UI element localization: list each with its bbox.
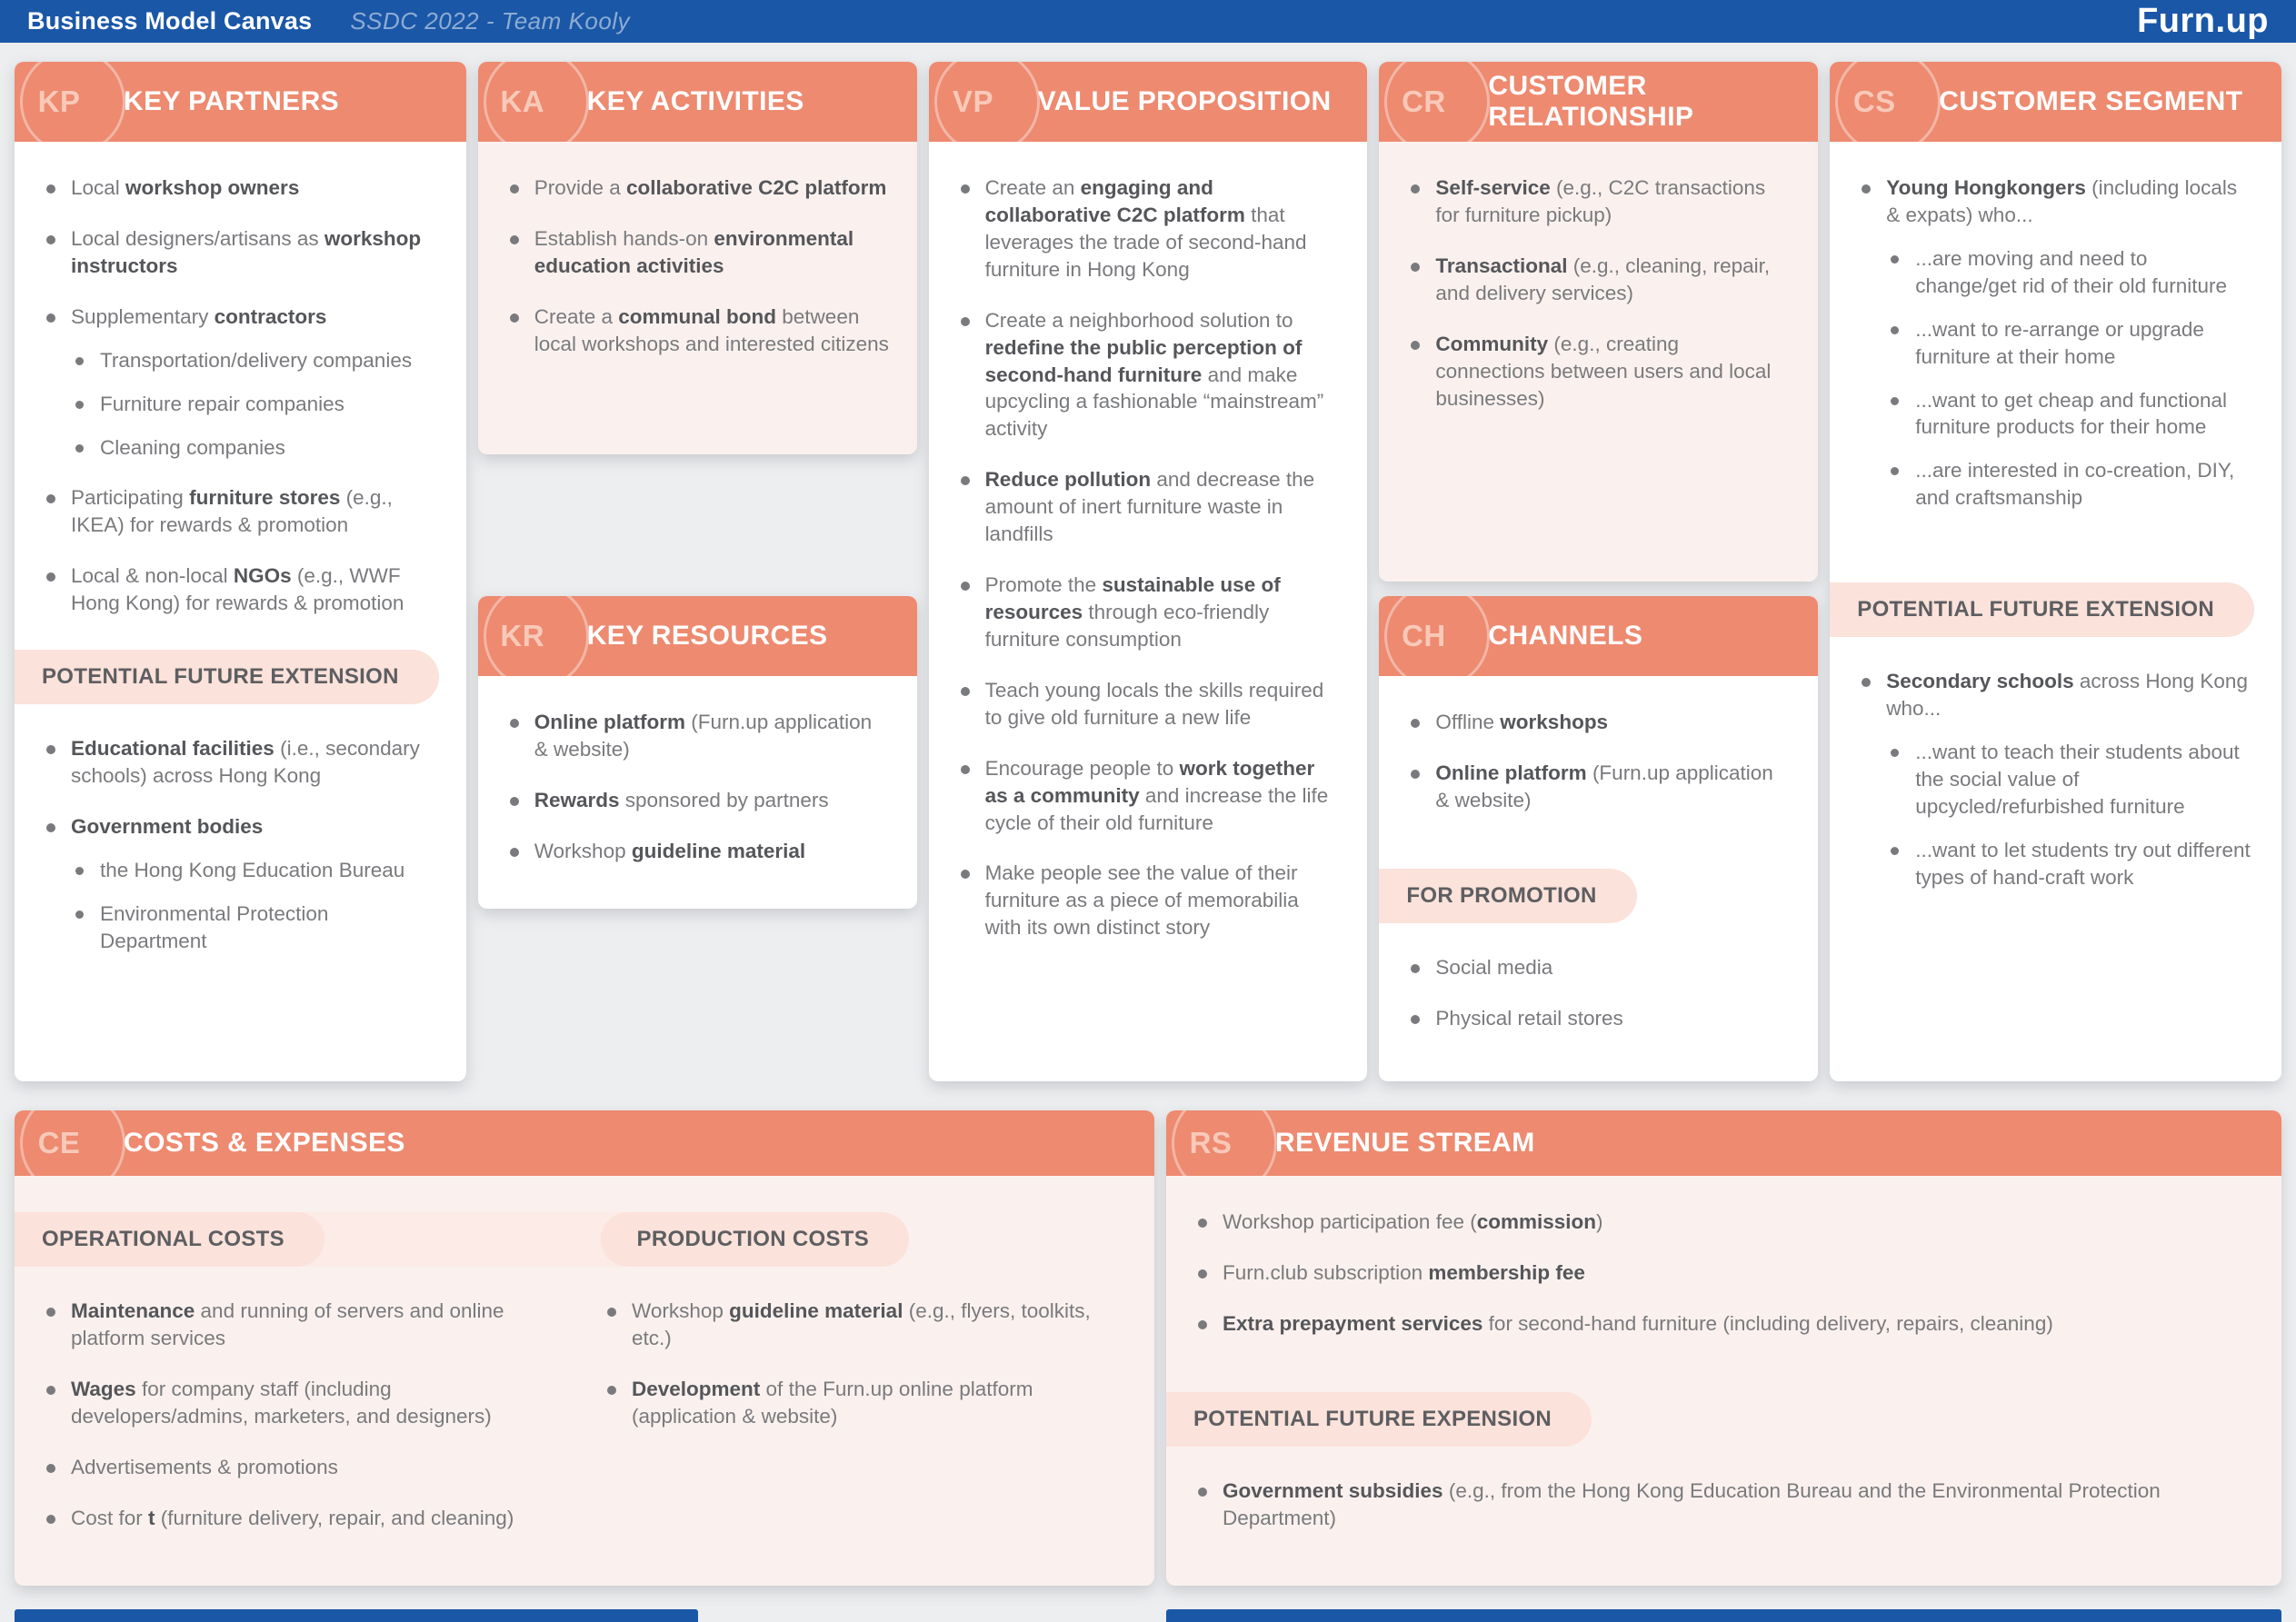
list-item: Workshop guideline material (e.g., flyers, toolkits, etc.) [603, 1298, 1127, 1352]
column-customer-relationship [1379, 62, 1818, 1081]
canvas-bottom-grid [15, 1110, 2281, 1586]
list-item: Secondary schools across Hong Kong who... ...want to teach their students about the social value of upcycled/refurbished furniture ...want to let students try out different types of hand-craft work [1857, 668, 2254, 891]
key-partners-header [15, 62, 466, 142]
customer-segment-body [1830, 142, 2281, 1081]
bullet-list [1857, 174, 2254, 512]
bullet-list [1406, 174, 1791, 412]
key-partners-body [15, 142, 466, 1081]
section-code-badge: CS [1852, 85, 1896, 118]
sub-bullet-list [1886, 739, 2254, 891]
section-code-badge: VP [953, 85, 994, 118]
channels-header [1379, 596, 1818, 676]
list-item: Self-service (e.g., C2C transactions for furniture pickup) [1406, 174, 1791, 229]
list-subitem: ...want to get cheap and functional furniture products for their home [1886, 387, 2254, 442]
list-item: Establish hands-on environmental education activities [505, 225, 890, 280]
bullet-list [1406, 954, 1791, 1032]
section-code-badge: KR [500, 619, 545, 652]
list-item: Educational facilities (i.e., secondary schools) across Hong Kong [42, 735, 439, 790]
customer-segment-card [1830, 62, 2281, 1081]
bullet-list [42, 735, 439, 955]
list-subitem: Transportation/delivery companies [71, 347, 439, 374]
key-activities-body [478, 142, 917, 454]
section-code-badge: RS [1189, 1126, 1233, 1159]
bullet-list [42, 1298, 566, 1556]
section-code-badge: CE [37, 1126, 81, 1159]
list-item: Teach young locals the skills required to give old furniture a new life [956, 677, 1341, 731]
list-subitem: ...want to teach their students about the social value of upcycled/refurbished furniture [1886, 739, 2254, 821]
list-item: Wages for company staff (including developers/admins, marketers, and designers) [42, 1376, 566, 1430]
list-item: Extra prepayment services for second-hand furniture (including delivery, repairs, cleaning) [1193, 1310, 2254, 1338]
list-item: Development of the Furn.up online platform (application & website) [603, 1376, 1127, 1430]
list-item: Transactional (e.g., cleaning, repair, and delivery services) [1406, 253, 1791, 307]
section-code-badge: CH [1402, 619, 1446, 652]
sub-bullet-list [71, 347, 439, 462]
channels-card [1379, 596, 1818, 1081]
costs-expenses-body [15, 1176, 1154, 1586]
value-proposition-header [929, 62, 1368, 142]
list-item: Furn.club subscription membership fee [1193, 1259, 2254, 1287]
costs-columns [42, 1298, 1127, 1556]
costs-expenses-header [15, 1110, 1154, 1176]
list-item: Government subsidies (e.g., from the Hong Kong Education Bureau and the Environmental Protection Department) [1193, 1478, 2254, 1532]
key-activities-card [478, 62, 917, 454]
list-item: Local designers/artisans as workshop instructors [42, 225, 439, 280]
customer-relationship-card [1379, 62, 1818, 582]
list-item: Create an engaging and collaborative C2C platform that leverages the trade of second-hand furniture in Hong Kong [956, 174, 1341, 284]
column-customer-segment [1830, 62, 2281, 1081]
key-partners-card [15, 62, 466, 1081]
customer-relationship-body [1379, 142, 1818, 582]
bullet-list [1193, 1478, 2254, 1532]
section-code-badge: KP [37, 85, 81, 118]
list-item: Online platform (Furn.up application & website) [1406, 760, 1791, 814]
revenue-stream-card [1166, 1110, 2281, 1586]
bottom-blue-strip-right [1166, 1609, 2281, 1622]
costs-expenses-card [15, 1110, 1154, 1586]
list-subitem: ...are moving and need to change/get rid of their old furniture [1886, 245, 2254, 300]
column-value-proposition [929, 62, 1368, 1081]
future-expension-label: POTENTIAL FUTURE EXPENSION [1166, 1392, 1592, 1447]
bullet-list [956, 174, 1341, 941]
list-item: Participating furniture stores (e.g., IKEA) for rewards & promotion [42, 484, 439, 539]
page-title: Business Model Canvas [27, 7, 313, 35]
key-resources-header [478, 596, 917, 676]
section-title: KEY PARTNERS [124, 86, 340, 117]
bullet-list [505, 174, 890, 358]
list-item: Social media [1406, 954, 1791, 981]
value-proposition-card [929, 62, 1368, 1081]
section-code-badge: CR [1402, 85, 1446, 118]
section-code-badge: KA [500, 85, 545, 118]
customer-relationship-header [1379, 62, 1818, 142]
future-extension-label: POTENTIAL FUTURE EXTENSION [15, 650, 439, 704]
brand-logo: Furn.up [2137, 2, 2269, 40]
list-item: Reduce pollution and decrease the amount of inert furniture waste in landfills [956, 466, 1341, 548]
customer-segment-header [1830, 62, 2281, 142]
key-activities-header [478, 62, 917, 142]
list-item: Maintenance and running of servers and online platform services [42, 1298, 566, 1352]
bullet-list [603, 1298, 1127, 1556]
list-item: Advertisements & promotions [42, 1454, 566, 1481]
production-costs-label: PRODUCTION COSTS [601, 1212, 909, 1267]
future-extension-label: POTENTIAL FUTURE EXTENSION [1830, 582, 2254, 637]
list-item: Rewards sponsored by partners [505, 787, 890, 814]
list-item: Local workshop owners [42, 174, 439, 202]
column-key-partners [15, 62, 466, 1081]
list-item: Create a communal bond between local workshops and interested citizens [505, 304, 890, 358]
canvas-top-grid [15, 62, 2281, 1081]
section-title: VALUE PROPOSITION [1037, 86, 1332, 117]
bullet-list [1406, 709, 1791, 814]
list-item: Physical retail stores [1406, 1005, 1791, 1032]
section-title: COSTS & EXPENSES [124, 1128, 405, 1159]
value-proposition-body [929, 142, 1368, 1081]
list-item: Offline workshops [1406, 709, 1791, 736]
list-item: Workshop participation fee (commission) [1193, 1209, 2254, 1236]
bullet-list [505, 709, 890, 865]
list-subitem: ...want to let students try out different types of hand-craft work [1886, 837, 2254, 891]
sub-bullet-list [1886, 245, 2254, 512]
list-item: Cost for t (furniture delivery, repair, and cleaning) [42, 1505, 566, 1532]
key-resources-body [478, 676, 917, 909]
list-item: Supplementary contractors Transportation/delivery companies Furniture repair companies Cleaning companies [42, 304, 439, 462]
list-subitem: the Hong Kong Education Bureau [71, 857, 439, 884]
revenue-stream-body [1166, 1176, 2281, 1586]
list-item: Local & non-local NGOs (e.g., WWF Hong Kong) for rewards & promotion [42, 562, 439, 617]
canvas-area [0, 43, 2296, 1586]
list-subitem: ...are interested in co-creation, DIY, and craftsmanship [1886, 457, 2254, 512]
bullet-list [1193, 1209, 2254, 1338]
top-header-bar [0, 0, 2296, 43]
list-item: Encourage people to work together as a community and increase the life cycle of their old furniture [956, 755, 1341, 837]
list-item: Community (e.g., creating connections between users and local businesses) [1406, 331, 1791, 413]
section-title: CUSTOMER RELATIONSHIP [1488, 71, 1694, 132]
list-item: Create a neighborhood solution to redefine the public perception of second-hand furniture and make upcycling a fashionable “mainstream” activity [956, 307, 1341, 443]
bottom-blue-strip-left [15, 1609, 698, 1622]
list-item: Young Hongkongers (including locals & expats) who... ...are moving and need to change/get rid of their old furniture ...want to re-arrange or upgrade furniture at their home ...want to get cheap and functional furniture products for their home ...are interested in co-creation, DIY, and craftsmanship [1857, 174, 2254, 512]
list-subitem: Environmental Protection Department [71, 901, 439, 955]
list-item: Make people see the value of their furniture as a piece of memorabilia with its own distinct story [956, 860, 1341, 941]
section-title: KEY ACTIVITIES [586, 86, 804, 117]
column-key-activities [478, 62, 917, 1081]
key-resources-card [478, 596, 917, 909]
sub-bullet-list [71, 857, 439, 955]
section-title: KEY RESOURCES [586, 621, 828, 652]
list-subitem: Furniture repair companies [71, 391, 439, 418]
list-subitem: Cleaning companies [71, 434, 439, 462]
section-title: REVENUE STREAM [1275, 1128, 1535, 1159]
list-item: Workshop guideline material [505, 838, 890, 865]
list-item: Provide a collaborative C2C platform [505, 174, 890, 202]
section-title: CUSTOMER SEGMENT [1939, 86, 2243, 117]
list-item: Promote the sustainable use of resources through eco-friendly furniture consumption [956, 572, 1341, 653]
channels-body [1379, 676, 1818, 1081]
section-title: CHANNELS [1488, 621, 1643, 652]
operational-costs-label: OPERATIONAL COSTS [15, 1212, 324, 1267]
for-promotion-label: FOR PROMOTION [1379, 869, 1636, 923]
bullet-list [42, 174, 439, 617]
revenue-stream-header [1166, 1110, 2281, 1176]
page-subtitle: SSDC 2022 - Team Kooly [350, 7, 631, 35]
cost-labels-row [15, 1212, 1154, 1267]
list-subitem: ...want to re-arrange or upgrade furniture at their home [1886, 316, 2254, 371]
bullet-list [1857, 668, 2254, 891]
list-item: Government bodies the Hong Kong Education Bureau Environmental Protection Department [42, 813, 439, 955]
list-item: Online platform (Furn.up application & website) [505, 709, 890, 763]
